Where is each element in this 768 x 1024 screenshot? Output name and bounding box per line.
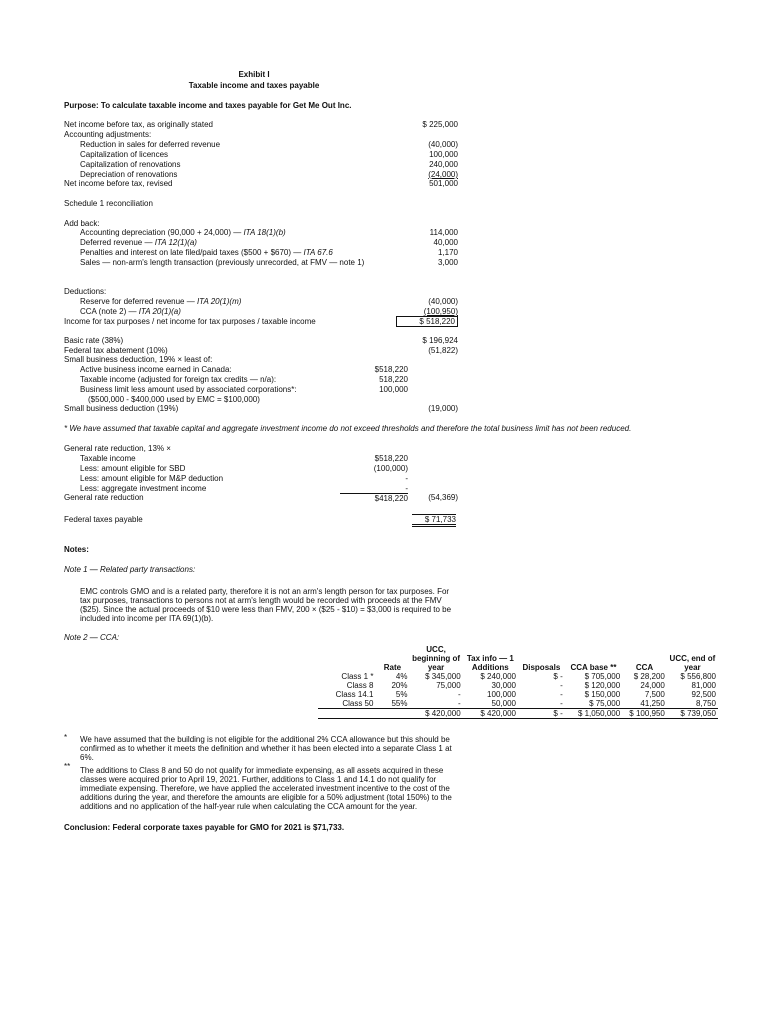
- table-row: [318, 699, 718, 709]
- sbd-item-value: $518,220: [374, 365, 408, 374]
- ucc-end-cell: 81,000: [691, 681, 716, 690]
- class-name: Class 14.1: [335, 690, 374, 699]
- addback-value: 40,000: [433, 238, 458, 247]
- cca-cell: 7,500: [644, 690, 665, 699]
- addback-ref: ITA 18(1)(b): [243, 228, 286, 237]
- sbd-note: ($500,000 - $400,000 used by EMC = $100,000): [88, 395, 260, 404]
- basic-rate-label: Basic rate (38%): [64, 336, 124, 345]
- cca-cell: 41,250: [640, 699, 665, 708]
- total-cca-base: $ 1,050,000: [577, 709, 621, 718]
- class-name: Class 50: [342, 699, 374, 708]
- adjustment-label: Capitalization of licences: [80, 150, 169, 159]
- disposals-cell: $ -: [553, 672, 563, 681]
- grr-item-label: Less: aggregate investment income: [80, 484, 207, 493]
- cca-cell: $ 28,200: [633, 672, 665, 681]
- adjustment-label: Capitalization of renovations: [80, 160, 181, 169]
- adjustment-value: (40,000): [428, 140, 458, 149]
- col-cca: CCA: [635, 663, 654, 672]
- addback-item: [80, 258, 364, 267]
- cca-cell: 24,000: [640, 681, 665, 690]
- table-row: [318, 690, 718, 699]
- sbd-label: Small business deduction (19%): [64, 404, 179, 413]
- cca-base-cell: $ 75,000: [589, 699, 621, 708]
- deductions-label: Deductions:: [64, 287, 107, 296]
- net-income-original-label: Net income before tax, as originally stated: [64, 120, 213, 129]
- col-ucc-begin: UCC, beginning of year: [412, 645, 461, 672]
- note1-text: EMC controls GMO and is a related party, therefore it is not an arm's length person for tax purposes. For tax purposes, transactions to persons not at arm's length would be recorded with proceeds at the FMV ($25). Since the actual proceeds of $10 were less than FMV, 200 × ($25 - $10) = $3,000 is required to be included into income per ITA 69(1)(b).: [80, 587, 452, 623]
- adjustment-value: (24,000): [428, 170, 458, 179]
- adjustment-label: Reduction in sales for deferred revenue: [80, 140, 221, 149]
- exhibit-subtitle: Taxable income and taxes payable: [188, 81, 320, 90]
- grr-header: General rate reduction, 13% ×: [64, 444, 171, 453]
- col-cca-base: CCA base **: [570, 663, 617, 672]
- grr-label: General rate reduction: [64, 493, 144, 502]
- notes-title: Notes:: [64, 545, 89, 554]
- basic-rate-value: $ 196,924: [422, 336, 458, 345]
- ucc-begin-cell: -: [457, 690, 461, 699]
- total-disposals: $ -: [553, 709, 563, 718]
- footnote-text: The additions to Class 8 and 50 do not qualify for immediate expensing, as all assets acquired in these classes were acquired prior to April 19, 2021. Further, additions to Class 1 and 14.1 do not qualify for immediate expensing. Therefore, we have applied the accelerated investment incentive to the cost of the additions during the year, and therefore the amounts are eligible for a 50% adjustment (total 150%) to the additions and no application of the half-year rule when calculating the CCA amount for the year.: [80, 766, 452, 811]
- addback-value: 114,000: [429, 228, 458, 237]
- addback-value: 3,000: [437, 258, 458, 267]
- grr-item-value: $518,220: [374, 454, 408, 463]
- total-ucc-begin: $ 420,000: [425, 709, 461, 718]
- adjustment-value: 100,000: [429, 150, 458, 159]
- total-ucc-end: $ 739,050: [680, 709, 716, 718]
- rate-cell: 55%: [391, 699, 408, 708]
- net-income-revised-value: 501,000: [429, 179, 458, 188]
- addback-ref: ITA 12(1)(a): [154, 238, 197, 247]
- sbd-item-label: Business limit less amount used by associated corporations*:: [80, 385, 297, 394]
- col-ucc-end: UCC, end of year: [669, 654, 716, 672]
- deduction-item: [80, 297, 241, 306]
- sbd-header: Small business deduction, 19% × least of:: [64, 355, 213, 364]
- table-row: [318, 681, 718, 690]
- deduction-ref: ITA 20(1)(a): [138, 307, 181, 316]
- table-row: [318, 672, 718, 681]
- grr-item-label: Less: amount eligible for M&P deduction: [80, 474, 224, 483]
- sbd-item-label: Taxable income (adjusted for foreign tax credits — n/a):: [80, 375, 277, 384]
- net-income-revised-label: Net income before tax, revised: [64, 179, 173, 188]
- rate-cell: 4%: [395, 672, 408, 681]
- col-rate: Rate: [383, 663, 402, 672]
- total-cca: $ 100,950: [629, 709, 665, 718]
- note2-title: Note 2 — CCA:: [64, 633, 120, 642]
- additions-cell: 100,000: [487, 690, 516, 699]
- deduction-item: [80, 307, 181, 316]
- business-limit-assumption: * We have assumed that taxable capital and aggregate investment income do not exceed thresholds and therefore the total business limit has not been reduced.: [64, 424, 632, 433]
- deduction-desc: Reserve for deferred revenue —: [80, 297, 197, 306]
- adjustments-label: Accounting adjustments:: [64, 130, 152, 139]
- addback-item: [80, 238, 197, 247]
- conclusion: Conclusion: Federal corporate taxes payable for GMO for 2021 is $71,733.: [64, 823, 345, 832]
- sbd-item-value: 518,220: [379, 375, 408, 384]
- ucc-end-cell: 92,500: [691, 690, 716, 699]
- rate-cell: 20%: [391, 681, 408, 690]
- addback-value: 1,170: [437, 248, 458, 257]
- grr-item-value: -: [405, 474, 408, 483]
- note1-title: Note 1 — Related party transactions:: [64, 565, 196, 574]
- addback-desc: Accounting depreciation (90,000 + 24,000) —: [80, 228, 244, 237]
- table-total-row: [318, 709, 718, 719]
- cca-base-cell: $ 150,000: [584, 690, 621, 699]
- deduction-ref: ITA 20(1)(m): [196, 297, 242, 306]
- exhibit-title: Exhibit I: [238, 70, 270, 79]
- ucc-begin-cell: -: [457, 699, 461, 708]
- grr-item-value: (100,000): [373, 464, 408, 473]
- cca-base-cell: $ 705,000: [584, 672, 621, 681]
- footnote-text: We have assumed that the building is not eligible for the additional 2% CCA allowance but this should be confirmed as to whether it meets the definition and whether it has been elected into a separate Class 1 at 6%.: [80, 735, 452, 762]
- federal-taxes-payable-value: $ 71,733: [412, 514, 456, 527]
- purpose-statement: Purpose: To calculate taxable income and taxes payable for Get Me Out Inc.: [64, 101, 352, 110]
- deduction-desc: CCA (note 2) —: [80, 307, 139, 316]
- total-additions: $ 420,000: [480, 709, 516, 718]
- abatement-value: (51,822): [428, 346, 458, 355]
- addback-label: Add back:: [64, 219, 100, 228]
- footnote-mark: *: [64, 733, 68, 742]
- addback-desc: Deferred revenue —: [80, 238, 155, 247]
- deduction-value: (40,000): [428, 297, 458, 306]
- ucc-begin-cell: $ 345,000: [425, 672, 461, 681]
- disposals-cell: -: [560, 690, 563, 699]
- grr-base: $418,220: [340, 493, 408, 503]
- col-disposals: Disposals: [522, 663, 561, 672]
- cca-base-cell: $ 120,000: [584, 681, 621, 690]
- federal-taxes-payable-label: Federal taxes payable: [64, 515, 143, 524]
- taxable-income-value: $ 518,220: [396, 316, 458, 327]
- net-income-original-value: $ 225,000: [422, 120, 458, 129]
- class-name: Class 8: [346, 681, 374, 690]
- adjustment-label: Depreciation of renovations: [80, 170, 178, 179]
- addback-item: [80, 248, 333, 257]
- additions-cell: $ 240,000: [480, 672, 516, 681]
- grr-value: (54,369): [428, 493, 458, 502]
- ucc-begin-cell: 75,000: [436, 681, 461, 690]
- additions-cell: 30,000: [491, 681, 516, 690]
- disposals-cell: -: [560, 681, 563, 690]
- addback-ref: ITA 67.6: [303, 248, 333, 257]
- footnote-mark: **: [64, 762, 71, 771]
- col-additions: Tax info — 1 Additions: [466, 654, 514, 672]
- rate-cell: 5%: [395, 690, 408, 699]
- disposals-cell: -: [560, 699, 563, 708]
- ucc-end-cell: 8,750: [695, 699, 716, 708]
- grr-item-label: Taxable income: [80, 454, 136, 463]
- grr-item-label: Less: amount eligible for SBD: [80, 464, 186, 473]
- adjustment-value: 240,000: [429, 160, 458, 169]
- addback-desc: Sales — non-arm's length transaction (previously unrecorded, at FMV — note 1): [80, 258, 365, 267]
- sbd-item-label: Active business income earned in Canada:: [80, 365, 232, 374]
- sbd-item-value: 100,000: [379, 385, 408, 394]
- additions-cell: 50,000: [491, 699, 516, 708]
- abatement-label: Federal tax abatement (10%): [64, 346, 168, 355]
- addback-desc: Penalties and interest on late filed/paid taxes ($500 + $670) —: [80, 248, 304, 257]
- addback-item: [80, 228, 286, 237]
- cca-table: [318, 645, 718, 719]
- deduction-value: (100,950): [423, 307, 458, 316]
- sbd-value: (19,000): [428, 404, 458, 413]
- grr-item-value: -: [405, 484, 408, 493]
- schedule-title: Schedule 1 reconciliation: [64, 199, 153, 208]
- class-name: Class 1 *: [341, 672, 374, 681]
- taxable-income-label: Income for tax purposes / net income for tax purposes / taxable income: [64, 317, 316, 326]
- ucc-end-cell: $ 556,800: [680, 672, 716, 681]
